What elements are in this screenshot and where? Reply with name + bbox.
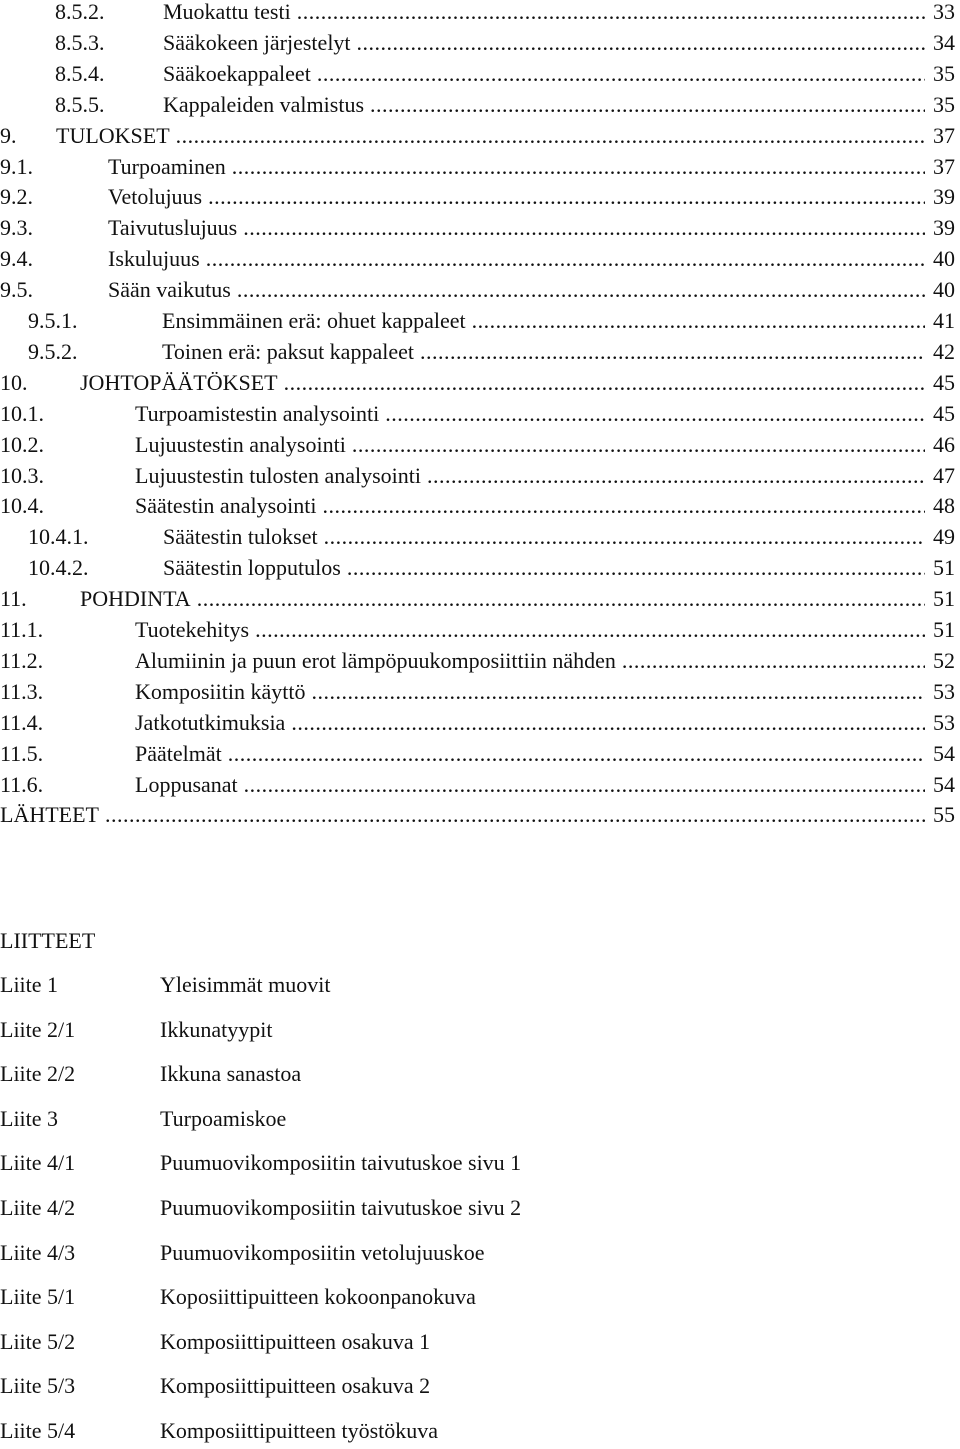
- toc-title: Säätestin tulokset .....: [163, 524, 925, 550]
- toc-entry[interactable]: [0, 617, 955, 643]
- appendix-code: Liite 2/2: [0, 1061, 76, 1087]
- toc-number: 8.5.2.: [55, 0, 105, 24]
- appendix-item[interactable]: [0, 1104, 960, 1134]
- appendix-title: Komposiittipuitteen osakuva 2: [160, 1373, 431, 1399]
- toc-title: Säätestin lopputulos .....: [163, 555, 925, 581]
- appendix-title: Koposiittipuitteen kokoonpanokuva: [160, 1284, 476, 1310]
- appendix-code: Liite 2/1: [0, 1016, 76, 1042]
- toc-entry[interactable]: [0, 401, 955, 427]
- toc-number: 9.2.: [0, 184, 33, 210]
- toc-page-number: 54: [933, 740, 955, 766]
- appendix-title: Puumuovikomposiitin taivutuskoe sivu 1: [160, 1150, 522, 1176]
- toc-title: Sääkokeen järjestelyt .....: [163, 30, 925, 56]
- toc-number: 10.4.2.: [28, 555, 89, 581]
- appendix-title: Puumuovikomposiitin taivutuskoe sivu 2: [160, 1195, 522, 1220]
- toc-number: 9.: [0, 122, 17, 148]
- toc-number: 9.3.: [0, 215, 33, 241]
- appendix-code: Liite 4/1: [0, 1150, 76, 1176]
- toc-entry[interactable]: [0, 61, 955, 87]
- appendix-code: Liite 5/4: [0, 1418, 76, 1443]
- toc-page-number: 33: [933, 0, 955, 24]
- toc-number: 10.1.: [0, 400, 44, 426]
- toc-title: Lujuustestin analysointi .....: [135, 432, 925, 458]
- toc-title: Vetolujuus .....: [108, 184, 925, 210]
- toc-title: Turpoamistestin analysointi .....: [135, 401, 925, 427]
- appendix-code: Liite 5/3: [0, 1373, 76, 1399]
- toc-title: LÄHTEET .....: [0, 802, 925, 828]
- appendix-code: Liite 4/3: [0, 1239, 76, 1265]
- toc-title: Alumiinin ja puun erot lämpöpuukomposiittiin nähden .....: [135, 648, 925, 674]
- toc-entry[interactable]: [0, 92, 955, 118]
- toc-entry[interactable]: [0, 679, 955, 705]
- toc-number: 10.3.: [0, 462, 44, 488]
- appendix-item[interactable]: [0, 1416, 960, 1446]
- toc-number: 8.5.5.: [55, 91, 105, 117]
- appendix-item[interactable]: [0, 1193, 960, 1223]
- toc-page-number: 55: [933, 802, 955, 828]
- toc-entry[interactable]: [0, 215, 955, 241]
- toc-number: 10.2.: [0, 431, 44, 457]
- toc-entry[interactable]: [0, 370, 955, 396]
- toc-entry[interactable]: [0, 30, 955, 56]
- toc-title: Säätestin analysointi .....: [135, 493, 925, 519]
- appendix-item[interactable]: [0, 1371, 960, 1401]
- toc-number: 11.5.: [0, 740, 44, 766]
- toc-entry[interactable]: [0, 772, 955, 798]
- toc-title: Taivutuslujuus .....: [108, 215, 925, 241]
- toc-entry[interactable]: [0, 710, 955, 736]
- toc-page-number: 39: [933, 184, 955, 210]
- toc-title: Muokattu testi .....: [163, 0, 925, 25]
- toc-number: 10.4.: [0, 493, 44, 519]
- toc-title: Päätelmät .....: [135, 741, 925, 767]
- toc-number: 11.2.: [0, 647, 44, 673]
- toc-number: 9.1.: [0, 153, 33, 179]
- toc-page-number: 51: [933, 586, 955, 612]
- appendix-item[interactable]: [0, 1148, 960, 1178]
- appendix-title: Turpoamiskoe: [160, 1105, 287, 1131]
- toc-entry[interactable]: [0, 246, 955, 272]
- toc-page-number: 54: [933, 771, 955, 797]
- toc-page-number: 40: [933, 246, 955, 272]
- toc-entry[interactable]: [0, 586, 955, 612]
- toc-entry[interactable]: [0, 154, 955, 180]
- toc-page-number: 53: [933, 678, 955, 704]
- toc-entry[interactable]: [0, 0, 955, 25]
- toc-page-number: 45: [933, 369, 955, 395]
- toc-number: 11.1.: [0, 617, 44, 642]
- toc-entry[interactable]: [0, 123, 955, 149]
- appendix-code: Liite 3: [0, 1105, 59, 1131]
- toc-page-number: 40: [933, 277, 955, 303]
- toc-title: Jatkotutkimuksia .....: [135, 710, 925, 736]
- toc-number: 9.5.: [0, 277, 33, 303]
- toc-page-number: 35: [933, 60, 955, 86]
- toc-entry[interactable]: [0, 524, 955, 550]
- toc-entry[interactable]: [0, 648, 955, 674]
- toc-page-number: 39: [933, 215, 955, 241]
- toc-number: 10.: [0, 369, 28, 395]
- toc-entry[interactable]: [0, 463, 955, 489]
- appendix-code: Liite 5/1: [0, 1284, 76, 1310]
- appendix-title: Ikkunatyypit: [160, 1016, 273, 1042]
- toc-entry[interactable]: [0, 741, 955, 767]
- toc-page-number: 49: [933, 524, 955, 550]
- appendix-item[interactable]: [0, 1059, 960, 1089]
- appendix-title: Komposiittipuitteen osakuva 1: [160, 1328, 431, 1354]
- toc-title: TULOKSET .....: [56, 123, 925, 149]
- appendix-title: Ikkuna sanastoa: [160, 1061, 302, 1087]
- toc-entry[interactable]: [0, 184, 955, 210]
- toc-entry[interactable]: [0, 432, 955, 458]
- toc-title: Sään vaikutus .....: [108, 277, 925, 303]
- toc-page-number: 45: [933, 400, 955, 426]
- appendix-title: Yleisimmät muovit: [160, 972, 331, 997]
- toc-page-number: 46: [933, 431, 955, 457]
- toc-entry[interactable]: [0, 308, 955, 334]
- toc-page-number: 52: [933, 647, 955, 673]
- toc-title: Loppusanat .....: [135, 772, 925, 798]
- toc-page-number: 35: [933, 91, 955, 117]
- toc-number: 11.3.: [0, 678, 44, 704]
- toc-title: Sääkoekappaleet .....: [163, 61, 925, 87]
- toc-title: Ensimmäinen erä: ohuet kappaleet .....: [162, 308, 925, 334]
- toc-title: Turpoaminen .....: [108, 154, 925, 180]
- toc-title: Toinen erä: paksut kappaleet .....: [162, 339, 925, 365]
- toc-page-number: 41: [933, 308, 955, 333]
- toc-number: 8.5.3.: [55, 29, 105, 55]
- toc-title: Iskulujuus .....: [108, 246, 925, 272]
- toc-number: 11.6.: [0, 771, 44, 797]
- toc-number: 10.4.1.: [28, 524, 89, 550]
- appendix-title: Komposiittipuitteen työstökuva: [160, 1418, 439, 1443]
- toc-number: 8.5.4.: [55, 60, 105, 86]
- appendix-item[interactable]: [0, 1327, 960, 1357]
- toc-entry[interactable]: [0, 555, 955, 581]
- appendix-item[interactable]: [0, 1238, 960, 1268]
- appendix-code: Liite 5/2: [0, 1328, 76, 1354]
- toc-number: 9.4.: [0, 246, 33, 272]
- appendix-title: Puumuovikomposiitin vetolujuuskoe: [160, 1239, 485, 1265]
- toc-page-number: 51: [933, 617, 955, 642]
- toc-page-number: 42: [933, 338, 955, 364]
- toc-entry[interactable]: [0, 339, 955, 365]
- toc-title: Lujuustestin tulosten analysointi .....: [135, 463, 925, 489]
- toc-title: JOHTOPÄÄTÖKSET .....: [80, 370, 925, 396]
- toc-number: 9.5.2.: [28, 338, 78, 364]
- toc-title: POHDINTA .....: [80, 586, 925, 612]
- toc-page-number: 48: [933, 493, 955, 519]
- toc-entry[interactable]: [0, 802, 955, 828]
- toc-number: 11.4.: [0, 709, 44, 735]
- appendix-item[interactable]: [0, 970, 960, 1000]
- toc-title: Kappaleiden valmistus .....: [163, 92, 925, 118]
- toc-page-number: 51: [933, 555, 955, 581]
- toc-entry[interactable]: [0, 277, 955, 303]
- appendix-code: Liite 1: [0, 972, 59, 997]
- toc-number: 9.5.1.: [28, 308, 78, 333]
- toc-page-number: 37: [933, 153, 955, 179]
- appendix-heading: LIITTEET: [0, 928, 96, 953]
- toc-page-number: 47: [933, 462, 955, 488]
- appendix-code: Liite 4/2: [0, 1195, 76, 1220]
- appendix-item[interactable]: [0, 1282, 960, 1312]
- toc-number: 11.: [0, 586, 27, 612]
- toc-page-number: 37: [933, 122, 955, 148]
- toc-title: Komposiitin käyttö .....: [135, 679, 925, 705]
- toc-page-number: 34: [933, 29, 955, 55]
- appendix-item[interactable]: [0, 1015, 960, 1045]
- toc-title: Tuotekehitys .....: [135, 617, 925, 643]
- toc-entry[interactable]: [0, 493, 955, 519]
- toc-page-number: 53: [933, 709, 955, 735]
